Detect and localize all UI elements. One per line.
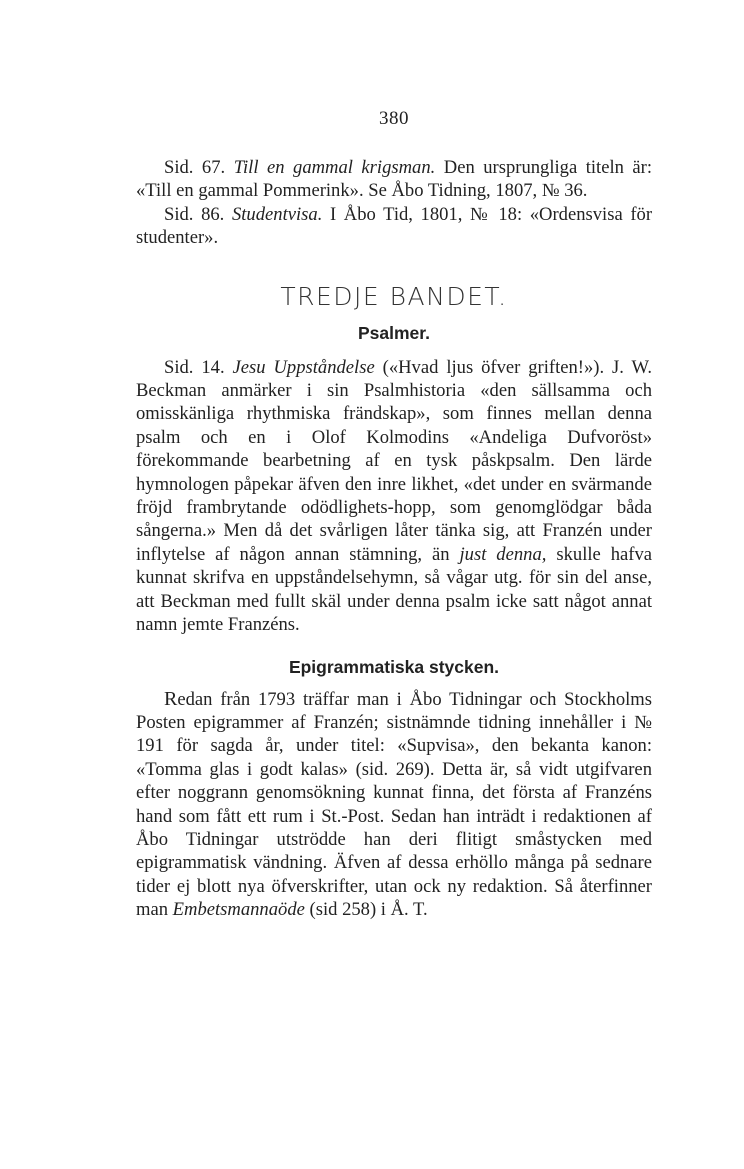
page-number: 380 [379, 108, 409, 129]
page [136, 108, 652, 922]
note-text: Den ursprungliga titeln är: «Till en gammal Pommerink». Se Åbo Tidning, 1807, № 36. [136, 157, 653, 202]
emphasis-text: Embetsmannaöde [172, 899, 305, 921]
paragraph-text: skulle hafva kunnat skrifva en uppståndelsehymn, så vågar utg. för sin del anse, att Beckman med fullt skäl under denna psalm icke satt något annat namn jemte Franzéns. [136, 543, 653, 636]
note-prefix: Sid. 14. [164, 356, 225, 378]
psalmer-paragraph [136, 356, 652, 637]
band-title: TREDJE BANDET. [280, 281, 508, 311]
emphasis-text: just denna, [459, 543, 547, 565]
note-prefix: Sid. 67. [164, 157, 226, 178]
note-title: Jesu Uppståndelse [232, 356, 375, 378]
paragraph-text: («Hvad ljus öfver griften!»). J. W. Beckman anmärker i sin Psalmhistoria «den sällsamma och omisskänliga rhythmiska frändskap», som finnes mellan denna psalm och en i Olof Kolmodins «Andeliga Dufvoröst» förekommande bearbetning af en tysk påskpsalm. Den lärde hymnologen påpekar äfven den inre likhet, «det under en svärmande fröjd frambrytande odödlighets-hopp, som genomglödgar båda sångerna.» Men då det svårligen låter tänka sig, att Franzén under inflytelse af någon annan stämning, än [136, 356, 652, 565]
paragraph-text: edan från 1793 träffar man i Åbo Tidningar och Stockholms Posten epigrammer af Franzén; sistnämnde tidning innehåller i № 191 för sagda år, under titel: «Supvisa», den bekanta kanon: «Tomma glas i godt kalas» (sid. 269). Detta är, så vidt utgifvaren efter noggrann genomsökning kunnat finna, det första af Franzéns hand som fått ett rum i St.-Post. Sedan han inträdt i redaktionen af Åbo Tidningar utströdde han deri flitigt småstycken med epigrammatisk vändning. Äfven af dessa erhöllo många på sednare tider ej blott nya öfverskrifter, utan ock ny redaktion. Så återfinner man [136, 688, 652, 921]
note-sid-86 [136, 203, 652, 250]
note-title: Till en gammal krigsman. [233, 157, 436, 178]
paragraph-text: (sid 258) i Å. T. [309, 899, 428, 921]
note-title: Studentvisa. [231, 203, 323, 225]
drop-initial: R [164, 687, 178, 710]
note-prefix: Sid. 86. [164, 203, 225, 225]
note-sid-67 [136, 156, 652, 203]
section-heading-psalmer: Psalmer. [358, 322, 430, 343]
section-heading-epigram: Epigrammatiska stycken. [288, 656, 500, 677]
note-text: I Åbo Tid, 1801, № 18: «Ordensvisa för studenter». [136, 203, 653, 249]
epigram-paragraph [136, 688, 652, 922]
